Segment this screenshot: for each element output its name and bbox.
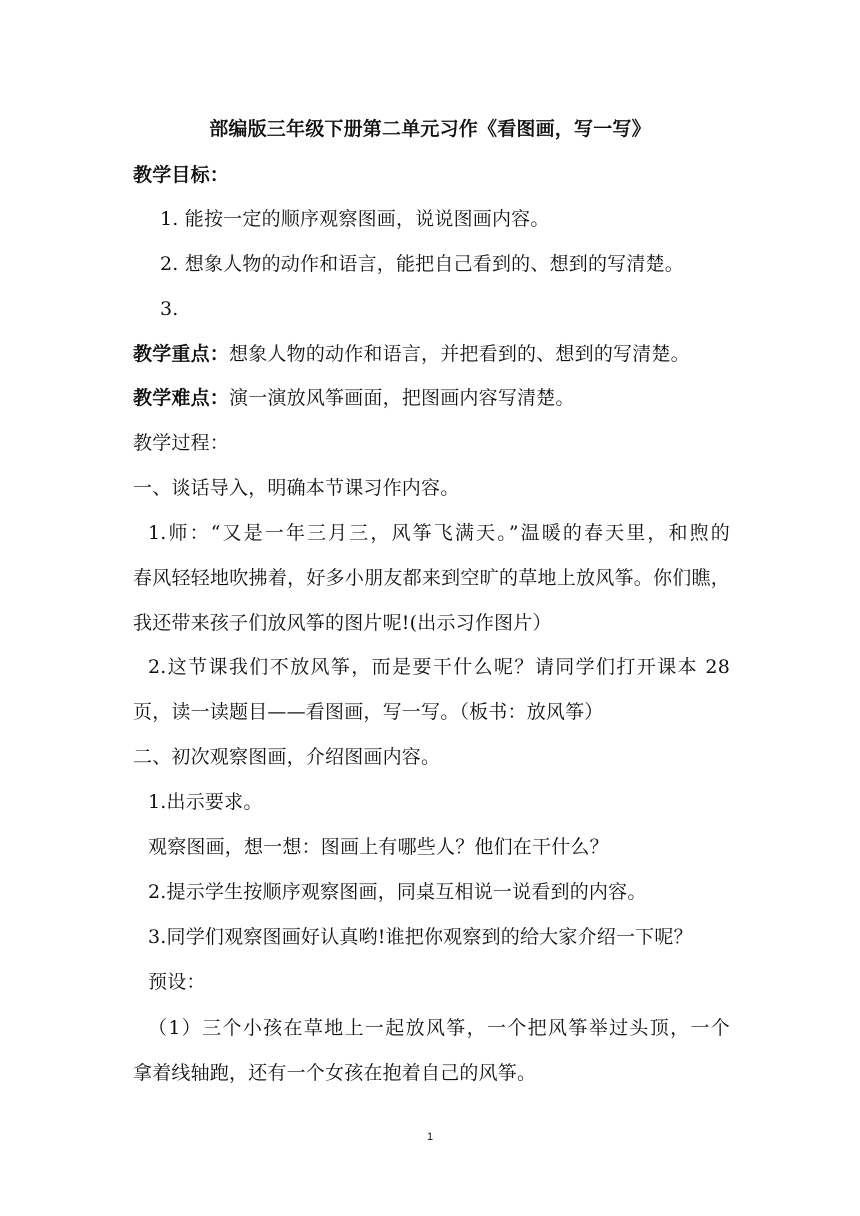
goal-item-2: 2. 想象人物的动作和语言，能把自己看到的、想到的写清楚。 bbox=[160, 253, 684, 275]
goal-item-1: 1. 能按一定的顺序观察图画，说说图画内容。 bbox=[160, 208, 550, 230]
preset-line-1: （1）三个小孩在草地上一起放风筝，一个把风筝举过头顶，一个 bbox=[148, 1017, 730, 1039]
section2-item-3: 2.提示学生按顺序观察图画，同桌互相说一说看到的内容。 bbox=[148, 881, 647, 903]
section1-p1-line-2: 春风轻轻地吹拂着，好多小朋友都来到空旷的草地上放风筝。你们瞧， bbox=[133, 567, 730, 589]
section2-item-1: 1.出示要求。 bbox=[148, 791, 263, 813]
goals-heading: 教学目标： bbox=[133, 164, 230, 186]
page-number: 1 bbox=[426, 1131, 434, 1143]
section1-heading: 一、谈话导入，明确本节课习作内容。 bbox=[133, 477, 460, 499]
section2-heading: 二、初次观察图画，介绍图画内容。 bbox=[133, 746, 441, 768]
section1-p1-line-3: 我还带来孩子们放风筝的图片呢!(出示习作图片） bbox=[133, 612, 552, 634]
section2-item-2: 观察图画，想一想：图画上有哪些人？他们在干什么？ bbox=[148, 836, 609, 858]
section1-p2-line-1: 2.这节课我们不放风筝，而是要干什么呢？请同学们打开课本 28 bbox=[148, 656, 730, 678]
document-title: 部编版三年级下册第二单元习作《看图画，写一写》 bbox=[209, 118, 651, 140]
section2-item-5: 预设： bbox=[148, 971, 206, 993]
difficulty-paragraph bbox=[133, 386, 575, 410]
key-point-paragraph bbox=[133, 342, 690, 366]
section2-item-4: 3.同学们观察图画好认真哟!谁把你观察到的给大家介绍一下呢？ bbox=[148, 926, 693, 948]
section1-p2-line-2: 页，读一读题目——看图画，写一写。（板书：放风筝） bbox=[133, 701, 604, 723]
goal-item-3: 3. bbox=[160, 298, 179, 320]
preset-line-2: 拿着线轴跑，还有一个女孩在抱着自己的风筝。 bbox=[133, 1062, 537, 1084]
key-point-text: 想象人物的动作和语言，并把看到的、想到的写清楚。 bbox=[229, 343, 690, 365]
key-point-label: 教学重点： bbox=[133, 343, 230, 365]
difficulty-text: 演一演放风筝画面，把图画内容写清楚。 bbox=[229, 387, 575, 409]
difficulty-label: 教学难点： bbox=[133, 387, 230, 409]
section1-p1-line-1: 1.师：“又是一年三月三，风筝飞满天。”温暖的春天里，和煦的 bbox=[148, 522, 730, 544]
process-heading: 教学过程： bbox=[133, 432, 230, 454]
